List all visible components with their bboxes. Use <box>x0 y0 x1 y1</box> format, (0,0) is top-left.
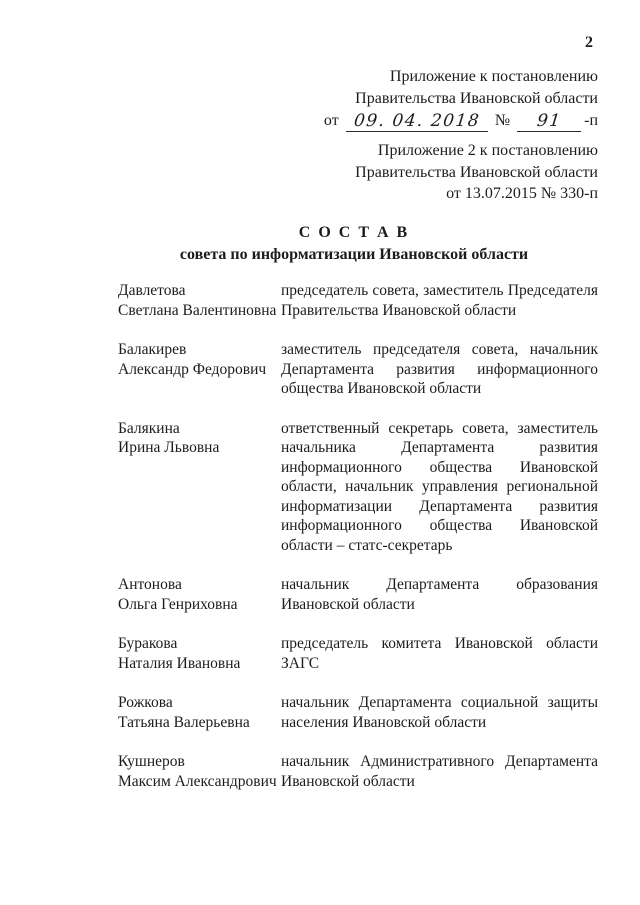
member-row <box>118 281 598 320</box>
member-given-name: Ирина Львовна <box>118 439 220 456</box>
member-name <box>118 340 281 399</box>
member-name <box>118 752 281 791</box>
member-surname: Давлетова <box>118 282 186 299</box>
member-surname: Буракова <box>118 635 178 652</box>
member-row <box>118 634 598 673</box>
member-role: ответственный секретарь совета, заместитель начальника Департамента развития информационного общества Ивановской области, начальник управления региональной информатизации Департамента развития информационного общества Ивановской области – статс-секретарь <box>281 419 598 554</box>
member-given-name: Максим Александрович <box>118 772 277 790</box>
member-given-name: Светлана Валентиновна <box>118 301 277 319</box>
member-surname: Балякина <box>118 419 180 437</box>
number-sign: № <box>494 112 511 129</box>
member-name <box>118 634 281 673</box>
handwritten-date: 09. 04. 2018 <box>352 111 481 131</box>
from-label: от <box>323 112 339 129</box>
annex-current-line1: Приложение к постановлению <box>389 68 598 85</box>
annex-reference-current <box>324 66 598 132</box>
member-name <box>118 419 281 556</box>
handwritten-number: 91 <box>535 111 563 131</box>
member-given-name: Наталия Ивановна <box>118 654 241 672</box>
member-surname: Антонова <box>118 576 182 593</box>
member-row <box>118 693 598 732</box>
member-row <box>118 752 598 791</box>
annex-base-line1: Приложение 2 к постановлению <box>377 142 598 159</box>
document-subtitle: совета по информатизации Ивановской области <box>179 246 529 263</box>
member-name <box>118 693 281 732</box>
annex-current-line2: Правительства Ивановской области <box>355 89 598 107</box>
document-title <box>110 222 598 266</box>
member-name <box>118 281 281 320</box>
number-suffix: -п <box>584 112 598 129</box>
document-title-word: С О С Т А В <box>298 224 410 241</box>
handwritten-number-slot <box>517 110 581 132</box>
member-given-name: Татьяна Валерьевна <box>118 713 250 731</box>
annex-current-date-line <box>324 110 598 132</box>
member-role: председатель совета, заместитель Председателя Правительства Ивановской области <box>281 282 598 319</box>
member-name <box>118 575 281 614</box>
handwritten-date-slot <box>346 110 488 132</box>
member-role: председатель комитета Ивановской области ЗАГС <box>281 635 598 672</box>
member-role: начальник Департамента социальной защиты населения Ивановской области <box>281 694 598 731</box>
annex-base-line2: Правительства Ивановской области <box>355 163 598 181</box>
annex-reference-base <box>355 140 598 205</box>
member-surname: Рожкова <box>118 694 173 711</box>
member-given-name: Александр Федорович <box>118 360 267 378</box>
member-row <box>118 340 598 399</box>
member-surname: Кушнеров <box>118 753 185 770</box>
annex-base-line3: от 13.07.2015 № 330-п <box>446 185 598 202</box>
member-role: начальник Административного Департамента Ивановской области <box>281 753 598 790</box>
member-given-name: Ольга Генриховна <box>118 595 238 613</box>
member-row <box>118 575 598 614</box>
member-surname: Балакирев <box>118 341 187 358</box>
member-role: начальник Департамента образования Ивановской области <box>281 576 598 613</box>
member-role: заместитель председателя совета, начальник Департамента развития информационного общества Ивановской области <box>281 341 598 397</box>
members-list <box>118 281 598 811</box>
page-number: 2 <box>585 34 593 51</box>
member-row <box>118 419 598 556</box>
